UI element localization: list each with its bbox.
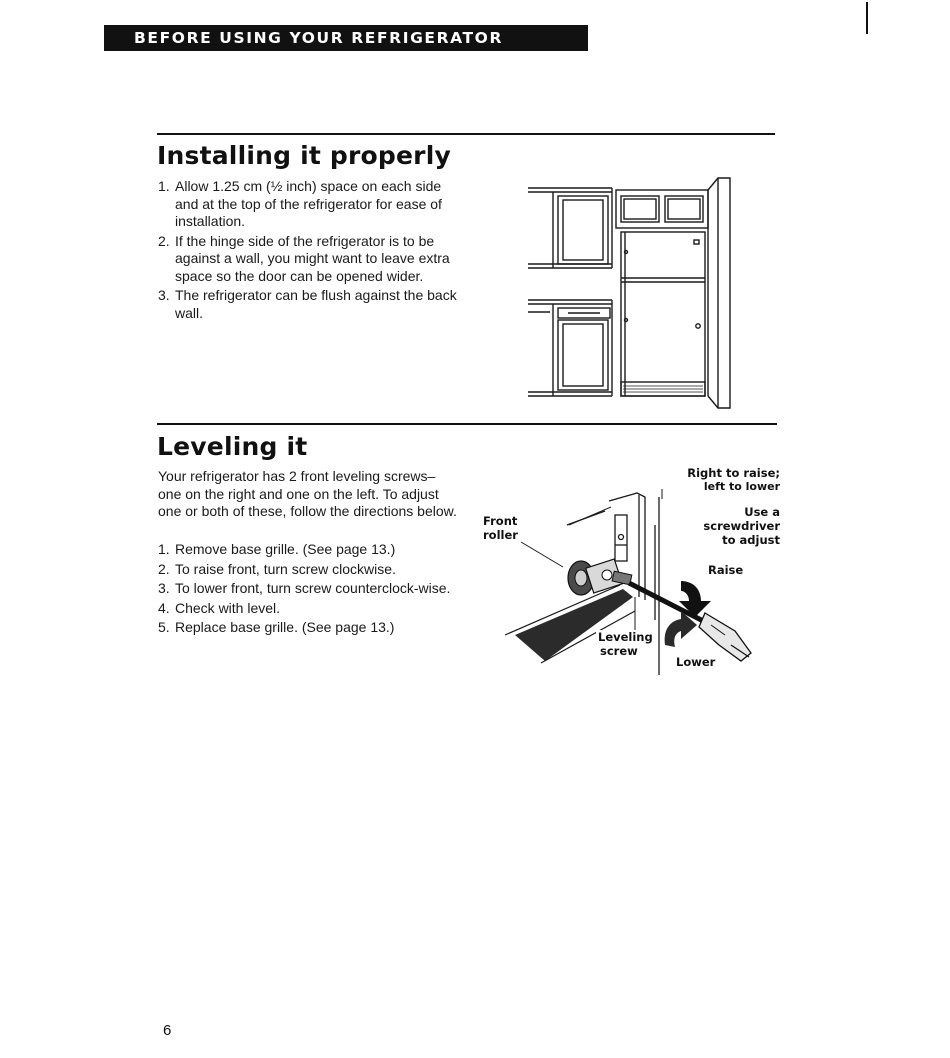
crop-mark [866, 2, 868, 34]
callout-front-roller: Front roller [483, 514, 518, 542]
list-item: 4. Check with level. [158, 599, 281, 616]
installing-heading: Installing it properly [157, 141, 451, 170]
callout-lower: Lower [676, 655, 716, 669]
list-item: 2. If the hinge side of the refrigerator is to be against a wall, you might want to leave extra space so the door can be opened wider. [158, 232, 450, 284]
leveling-intro: Your refrigerator has 2 front leveling screws–one on the right and one on the left. To adjust one or both of these, follow the directions below. [158, 468, 457, 519]
list-item: 2. To raise front, turn screw clockwise. [158, 560, 396, 577]
section-header-bar [104, 25, 588, 51]
callout-use-screwdriver: Use a screwdriver to adjust [703, 505, 780, 547]
leveling-heading: Leveling it [157, 432, 308, 461]
callout-right-to-raise: Right to raise; left to lower [687, 466, 780, 493]
leveling-steps-list [158, 541, 458, 639]
list-item: 5. Replace base grille. (See page 13.) [158, 619, 395, 635]
section-rule-leveling [157, 423, 777, 425]
section-rule-installing [157, 133, 775, 135]
page-number: 6 [163, 1022, 172, 1039]
cabinet-refrigerator-illustration [528, 174, 733, 410]
list-item: 3. To lower front, turn screw counterclock-wise. [158, 580, 451, 596]
installing-steps-list [158, 178, 458, 324]
callout-leveling-screw: Leveling screw [598, 630, 653, 658]
callout-raise: Raise [708, 563, 744, 577]
list-item: 1. Allow 1.25 cm (½ inch) space on each side and at the top of the refrigerator for ease of installation. [158, 178, 442, 229]
list-item: 1. Remove base grille. (See page 13.) [158, 541, 396, 557]
list-item: 3. The refrigerator can be flush against the back wall. [158, 287, 457, 321]
section-header-title: BEFORE USING YOUR REFRIGERATOR [134, 29, 503, 47]
